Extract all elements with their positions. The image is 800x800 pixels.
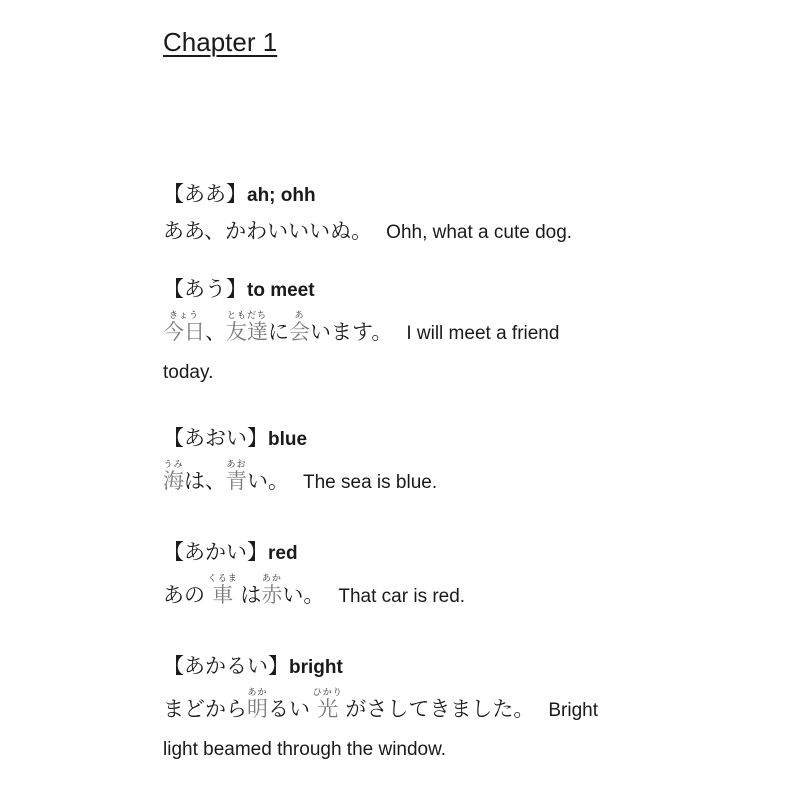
- entry-heading: [163, 275, 743, 305]
- example-japanese: 今日きょう、友達ともだちに会あいます。: [163, 311, 393, 344]
- example-english: The sea is blue.: [303, 472, 438, 493]
- furigana-word: 今日きょう: [163, 311, 205, 344]
- furigana-word: 友達ともだち: [226, 311, 268, 344]
- vocab-entry-aa: [163, 180, 743, 254]
- entry-heading: [163, 652, 743, 682]
- entry-heading: [163, 424, 743, 454]
- furigana-word: 光ひかり: [312, 688, 343, 721]
- entry-gloss: red: [268, 543, 298, 564]
- furigana-word: 赤あか: [261, 574, 283, 607]
- example-japanese: あの 車くるま は赤あかい。: [163, 574, 325, 607]
- furigana-word: 明あか: [247, 688, 268, 721]
- entry-heading: [163, 180, 743, 210]
- entry-headword: 【あかるい】: [163, 654, 289, 678]
- example-sentence: [163, 210, 743, 254]
- example-japanese: まどから明あかるい 光ひかり がさしてきました。: [163, 688, 535, 721]
- entry-headword: 【ああ】: [163, 182, 247, 206]
- example-sentence: [163, 574, 743, 618]
- entry-gloss: to meet: [247, 280, 315, 301]
- example-sentence: [163, 311, 743, 355]
- example-japanese: 海うみは、青あおい。: [163, 460, 289, 493]
- example-english-continued: today.: [163, 362, 214, 383]
- furigana-word: 車くるま: [207, 574, 238, 607]
- example-english: Bright: [548, 700, 599, 721]
- entry-headword: 【あおい】: [163, 426, 268, 450]
- example-english: Ohh, what a cute dog.: [386, 222, 573, 243]
- example-english: That car is red.: [338, 586, 466, 607]
- furigana-word: 会あ: [289, 311, 310, 344]
- vocab-entry-akarui: [163, 652, 743, 764]
- example-english-continued: light beamed through the window.: [163, 739, 447, 760]
- chapter-title: Chapter 1: [163, 27, 278, 57]
- entry-headword: 【あかい】: [163, 540, 268, 564]
- furigana-word: 青あお: [226, 460, 247, 493]
- vocab-entry-aoi: [163, 424, 743, 504]
- entry-gloss: blue: [268, 429, 308, 450]
- vocab-entry-au: [163, 275, 743, 387]
- example-english: I will meet a friend: [406, 323, 560, 344]
- example-japanese: ああ、かわいいいぬ。: [163, 219, 373, 243]
- entry-gloss: ah; ohh: [247, 185, 316, 206]
- example-sentence: [163, 688, 743, 732]
- vocab-entry-akai: [163, 538, 743, 618]
- entry-gloss: bright: [289, 657, 343, 678]
- furigana-word: 海うみ: [163, 460, 184, 493]
- example-sentence: [163, 460, 743, 504]
- entry-headword: 【あう】: [163, 277, 247, 301]
- entry-heading: [163, 538, 743, 568]
